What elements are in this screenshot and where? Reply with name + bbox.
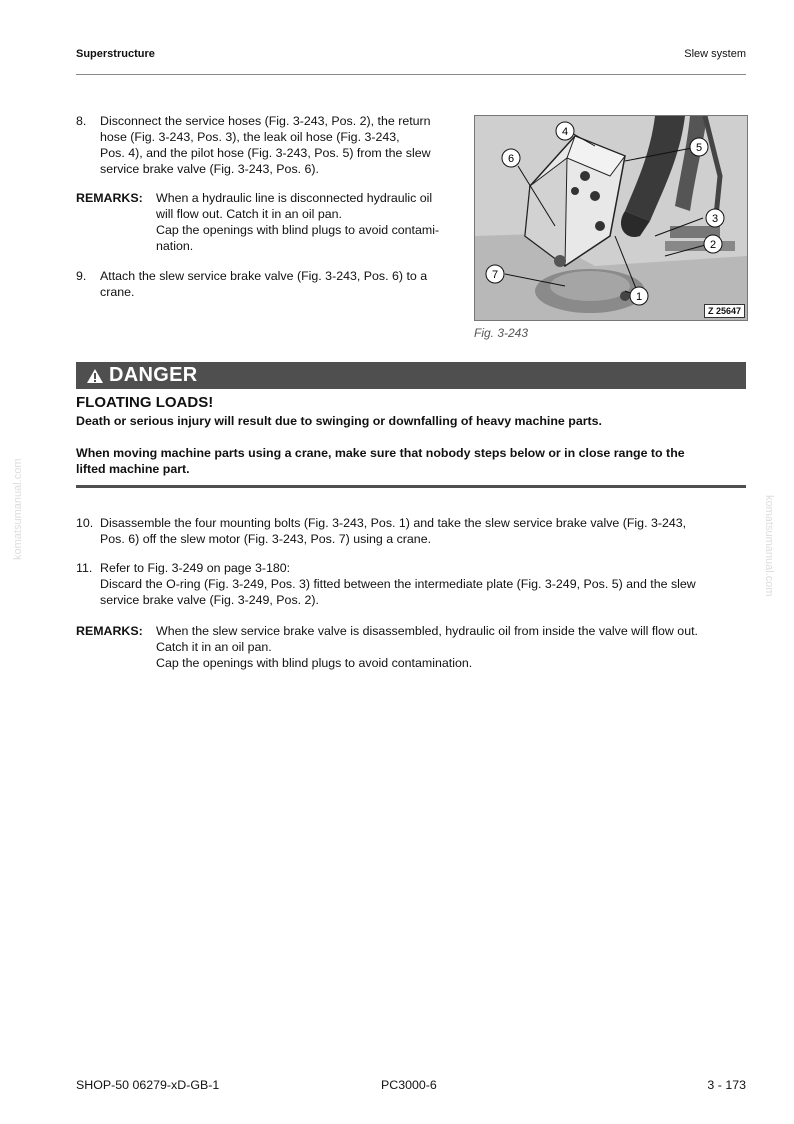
callout-layer [475, 116, 747, 320]
danger-label: DANGER [109, 364, 198, 386]
step-text [100, 268, 427, 300]
callout-6 [502, 149, 520, 167]
text-line: Cap the openings with blind plugs to avoid contamination. [156, 656, 473, 670]
text-line: When moving machine parts using a crane, make sure that nobody steps below or in close range to the [76, 446, 685, 460]
header-topic: Slew system [684, 48, 746, 60]
callout-5 [690, 138, 708, 156]
text-line: Discard the O-ring (Fig. 3-249, Pos. 3) fitted between the intermediate plate (Fig. 3-249, Pos. 5) and the slew [100, 577, 696, 591]
remarks-block-2 [76, 623, 698, 671]
remarks-block [76, 190, 439, 254]
svg-text:7: 7 [491, 269, 499, 281]
text-line: Disassemble the four mounting bolts (Fig. 3-243, Pos. 1) and take the slew service brake valve (Fig. 3-243, [100, 516, 687, 530]
text-line: When a hydraulic line is disconnected hydraulic oil [156, 191, 433, 205]
figure-id-label: Z 25647 [704, 304, 745, 318]
danger-banner [76, 362, 746, 389]
text-line: service brake valve (Fig. 3-249, Pos. 2). [100, 593, 319, 607]
step-number: 11. [76, 561, 93, 575]
text-line: Cap the openings with blind plugs to avoid contami- [156, 223, 440, 237]
step-number: 10. [76, 516, 94, 530]
svg-text:4: 4 [561, 126, 569, 138]
callout-3 [706, 209, 724, 227]
text-line: When the slew service brake valve is disassembled, hydraulic oil from inside the valve will flow out. [156, 624, 698, 638]
footer-model: PC3000-6 [381, 1078, 437, 1092]
text-line: Attach the slew service brake valve (Fig. 3-243, Pos. 6) to a [100, 269, 428, 283]
text-line: service brake valve (Fig. 3-243, Pos. 6). [100, 162, 319, 176]
danger-line-2 [76, 445, 746, 477]
footer-page-number: 3 - 173 [707, 1078, 746, 1092]
step-9 [76, 268, 427, 300]
step-text [100, 560, 696, 608]
text-line: Refer to Fig. 3-249 on page 3-180: [100, 561, 291, 575]
svg-text:1: 1 [635, 291, 643, 303]
text-line: Catch it in an oil pan. [156, 640, 272, 654]
warning-triangle-icon [86, 368, 104, 384]
watermark-left: komatsumanual.com [12, 458, 24, 560]
step-number: 8. [76, 114, 87, 128]
header-section: Superstructure [76, 48, 155, 60]
danger-rule [76, 485, 746, 488]
text-line: will flow out. Catch it in an oil pan. [156, 207, 342, 221]
remarks-text [156, 190, 439, 254]
remarks-label: REMARKS: [76, 624, 143, 638]
step-8 [76, 113, 431, 177]
remarks-label: REMARKS: [76, 191, 143, 205]
step-number: 9. [76, 269, 87, 283]
text-line: Pos. 4), and the pilot hose (Fig. 3-243, Pos. 5) from the slew [100, 146, 431, 160]
remarks-text [156, 623, 698, 671]
text-line: Disconnect the service hoses (Fig. 3-243, Pos. 2), the return [100, 114, 431, 128]
callout-4 [556, 122, 574, 140]
header-rule [76, 74, 746, 75]
text-line: lifted machine part. [76, 462, 190, 476]
svg-text:2: 2 [709, 239, 717, 251]
step-11 [76, 560, 696, 608]
figure-slew-brake-valve [474, 115, 748, 321]
svg-text:5: 5 [695, 142, 703, 154]
danger-title: FLOATING LOADS! [76, 394, 214, 411]
svg-text:6: 6 [507, 153, 515, 165]
watermark-right: komatsumanual.com [763, 495, 775, 597]
text-line: crane. [100, 285, 135, 299]
text-line: hose (Fig. 3-243, Pos. 3), the leak oil hose (Fig. 3-243, [100, 130, 400, 144]
svg-text:3: 3 [711, 213, 719, 225]
footer-doc-number: SHOP-50 06279-xD-GB-1 [76, 1078, 220, 1092]
text-line: Pos. 6) off the slew motor (Fig. 3-243, Pos. 7) using a crane. [100, 532, 432, 546]
figure-caption: Fig. 3-243 [474, 326, 529, 340]
callout-2 [704, 235, 722, 253]
step-10 [76, 515, 686, 547]
danger-line-1: Death or serious injury will result due to swinging or downfalling of heavy machine parts. [76, 414, 602, 428]
step-text [100, 515, 686, 547]
callout-1 [630, 287, 648, 305]
text-line: nation. [156, 239, 194, 253]
callout-7 [486, 265, 504, 283]
step-text [100, 113, 431, 177]
